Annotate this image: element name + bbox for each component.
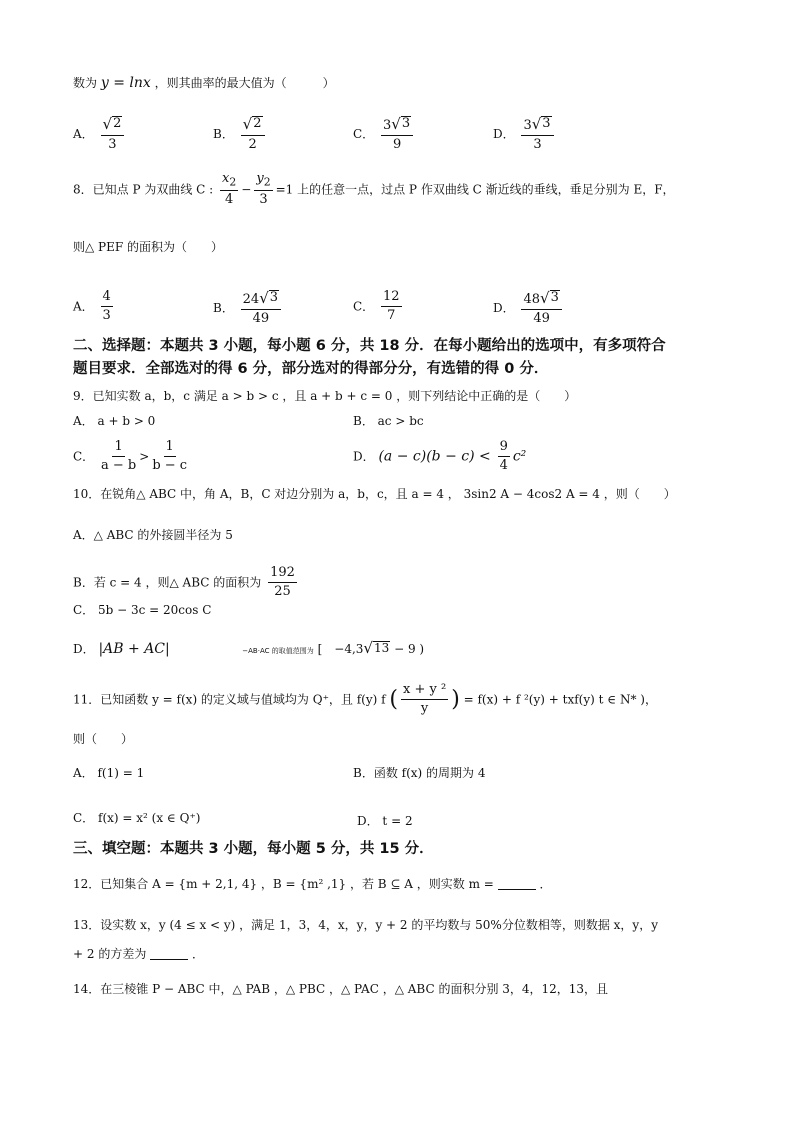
radicand: 3 <box>269 290 279 305</box>
q9-option-c <box>73 440 190 474</box>
radicand: 3 <box>542 116 551 131</box>
fraction: 3 √ 3 9 <box>381 116 413 153</box>
q11-option-d: D． t = 2 <box>357 814 413 828</box>
fraction: 48 √ 3 49 <box>521 290 561 327</box>
denominator: 4 <box>499 457 508 473</box>
denominator: 2 <box>248 136 257 152</box>
q11-stem: 11．已知函数 y = f(x) 的定义域与值域均为 Q⁺，且 f(y) f ( $\frac{\text{x + y ²}}{y}$ ) = f(x) + f ²(y) + txf(y) t ∈ N* )， <box>73 682 657 716</box>
q7-pre: 数为 <box>73 76 98 90</box>
x-exp: 2 <box>229 175 237 189</box>
vector-abs: |AB + AC| <box>98 641 170 657</box>
option-label: A． <box>73 127 94 142</box>
q10-stem: 10．在锐角△ ABC 中，角 A，B，C 对边分别为 a，b，c，且 a = 4 ， 3sin2 A − 4cos2 A = 4 ，则（ ） <box>73 487 676 501</box>
denominator: y <box>420 700 429 716</box>
section2-heading: 二、选择题：本题共 3 小题，每小题 6 分，共 18 分．在每小题给出的选项中，有多项符合 <box>73 338 666 354</box>
option-label: C． <box>353 127 375 142</box>
q7-option-a <box>73 116 127 153</box>
range-end: − 9 ) <box>394 642 425 656</box>
denominator: 3 <box>533 136 542 152</box>
q11-option-c: C． f(x) = x² (x ∈ Q⁺) <box>73 811 201 825</box>
option-label: D． <box>353 449 375 464</box>
denominator: 49 <box>252 310 270 326</box>
radicand: 2 <box>253 116 262 131</box>
x-var: x <box>222 171 230 186</box>
radicand: 13 <box>373 641 390 656</box>
equals-one: =1 <box>275 182 294 197</box>
option-label: B． <box>213 301 234 316</box>
q10-option-c: C． 5b − 3c = 20cos C <box>73 603 212 617</box>
section2-heading-cont: 题目要求．全部选对的得 6 分，部分选对的得部分分，有选错的得 0 分． <box>73 361 549 377</box>
q8-option-c <box>353 290 405 324</box>
q7-option-c <box>353 116 416 153</box>
expression: (a − c)(b − c) < <box>378 448 491 465</box>
q14-stem: 14．在三棱锥 P − ABC 中，△ PAB ，△ PBC ，△ PAC ，△ ABC 的面积分别 3，4，12，13，且 <box>73 982 609 996</box>
option-label: C． <box>73 449 95 464</box>
q7-post: ，则其曲率的最大值为（ ） <box>154 76 335 90</box>
fraction: 3 √ 3 3 <box>521 116 553 153</box>
radicand: 2 <box>113 116 122 131</box>
q8-option-b <box>213 290 284 327</box>
q10-b-pre: B．若 c = 4 ，则△ ABC 的面积为 <box>73 575 262 590</box>
fraction-x <box>220 172 238 208</box>
answer-blank[interactable] <box>498 877 536 890</box>
numerator: 9 <box>498 440 510 457</box>
q9-stem: 9．已知实数 a，b，c 满足 a > b > c ，且 a + b + c = 0 ，则下列结论中正确的是（ ） <box>73 389 577 403</box>
denominator: 3 <box>108 136 117 152</box>
range-start: [ −4, <box>317 642 356 656</box>
q7-option-b <box>213 116 268 153</box>
coefficient: 24 <box>242 291 260 307</box>
option-label: D． <box>73 642 95 656</box>
fraction <box>268 566 297 600</box>
fraction <box>498 440 510 474</box>
denominator: a − b <box>101 457 137 473</box>
q7-tail <box>73 76 335 90</box>
denominator: 7 <box>387 307 396 323</box>
q9-option-a: A． a + b > 0 <box>73 414 156 428</box>
coefficient: 3 <box>383 117 392 133</box>
q11-line2: 则（ ） <box>73 732 134 746</box>
q10-option-d: D． |AB + AC| −AB·AC 的取值范围为 [ −4,3 √ 13 − 9 ) <box>73 639 425 657</box>
y-var: y <box>256 171 264 186</box>
option-label: D． <box>493 301 515 316</box>
q12-stem <box>73 877 552 890</box>
fraction <box>101 440 136 474</box>
q13-post: ． <box>191 947 204 961</box>
minus: − <box>241 182 252 197</box>
option-label: A． <box>73 299 94 314</box>
q9-option-d <box>353 440 526 474</box>
q10-option-a: A．△ ABC 的外接圆半径为 5 <box>73 528 233 542</box>
numerator: 1 <box>112 440 124 457</box>
small-text: −AB·AC 的取值范围为 <box>242 647 314 655</box>
q12-pre: 12．已知集合 A = {m + 2,1, 4} ，B = {m² ,1} ，若 B ⊆ A ，则实数 m = <box>73 877 494 891</box>
q8-option-a <box>73 290 116 324</box>
option-label: C． <box>353 299 375 314</box>
denominator: 9 <box>392 136 402 152</box>
radicand: 3 <box>550 290 559 305</box>
y-den: 3 <box>259 192 268 208</box>
fraction: √ 2 2 <box>241 116 265 153</box>
numerator: 1 <box>164 440 176 457</box>
q10-option-b <box>73 566 300 600</box>
fraction-y <box>254 172 272 208</box>
q7-func: y = lnx <box>100 75 151 91</box>
q7-option-d <box>493 116 557 153</box>
fraction: 24 √ 3 49 <box>241 290 281 327</box>
q8-post: 上的任意一点，过点 P 作双曲线 C 渐近线的垂线，垂足分别为 E，F， <box>297 182 675 197</box>
q8-line2: 则△ PEF 的面积为（ ） <box>73 240 224 254</box>
numerator: 4 <box>101 290 113 307</box>
gt-sign: > <box>139 449 150 464</box>
q11-option-a: A． f(1) = 1 <box>73 766 145 780</box>
q8-pre: 8．已知点 P 为双曲线 C : <box>73 182 214 197</box>
q12-post: ． <box>539 877 552 891</box>
y-exp: 2 <box>263 175 271 189</box>
x-den: 4 <box>225 192 234 208</box>
denominator: 25 <box>274 583 291 599</box>
q11-option-b: B．函数 f(x) 的周期为 4 <box>353 766 486 780</box>
q13-line1: 13．设实数 x，y (4 ≤ x < y) ，满足 1，3，4，x，y，y + 2 的平均数与 50%分位数相等，则数据 x，y，y <box>73 918 658 932</box>
q11-post: = f(x) + f ²(y) + txf(y) t ∈ N* )， <box>463 692 657 707</box>
q8-option-d <box>493 290 565 327</box>
expression-tail: c² <box>512 448 527 465</box>
coefficient: 3 <box>355 642 364 656</box>
denominator: 3 <box>102 307 111 323</box>
coefficient: 48 <box>523 291 540 307</box>
numerator: 12 <box>381 290 402 307</box>
denominator: 49 <box>533 310 550 326</box>
q9-option-b: B． ac > bc <box>353 414 424 428</box>
fraction <box>401 683 448 717</box>
coefficient: 3 <box>523 117 532 133</box>
denominator: b − c <box>152 457 188 473</box>
q13-line2 <box>73 947 204 960</box>
answer-blank[interactable] <box>150 947 188 960</box>
numerator: 192 <box>268 566 297 583</box>
fraction: √ 2 3 <box>101 116 125 153</box>
fraction <box>101 290 113 324</box>
fraction <box>381 290 402 324</box>
q13-pre: + 2 的方差为 <box>73 947 147 961</box>
numerator: x + y ² <box>401 683 448 700</box>
radicand: 3 <box>401 116 411 131</box>
section3-heading: 三、填空题：本题共 3 小题，每小题 5 分，共 15 分． <box>73 841 434 857</box>
fraction <box>152 440 187 474</box>
q11-pre: 11．已知函数 y = f(x) 的定义域与值域均为 Q⁺，且 f(y) f <box>73 692 386 707</box>
option-label: D． <box>493 127 515 142</box>
q8-stem <box>73 172 675 208</box>
option-label: B． <box>213 127 234 142</box>
